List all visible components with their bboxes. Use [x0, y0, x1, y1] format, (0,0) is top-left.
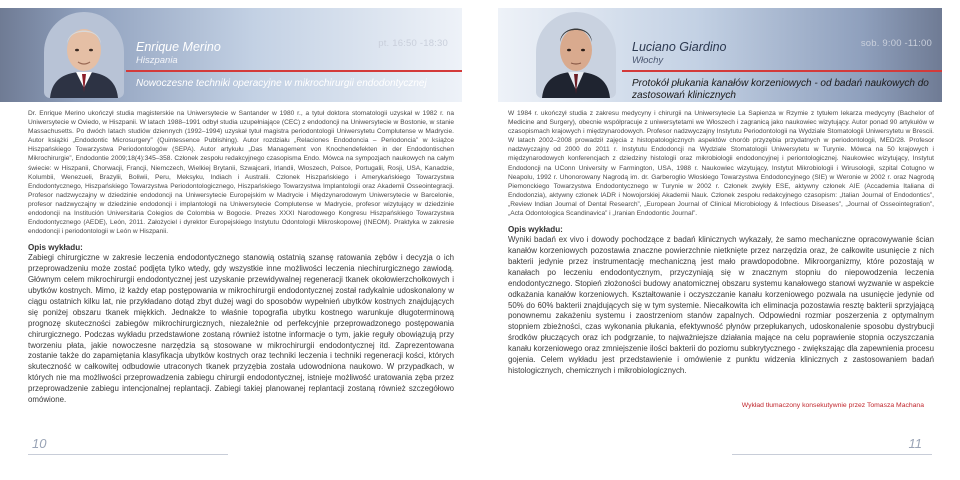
- speaker-name: Enrique Merino: [136, 40, 221, 54]
- portrait-image: [44, 12, 124, 98]
- session-time: pt. 16:50 -18:30: [378, 38, 448, 49]
- page-number: 10: [32, 436, 47, 451]
- abstract-heading: Opis wykładu:: [508, 225, 563, 235]
- title-divider: [622, 70, 942, 72]
- right-speaker-banner: [498, 8, 942, 102]
- right-page: [480, 0, 960, 480]
- left-speaker-banner: [0, 8, 462, 102]
- speaker-photo-merino: [44, 12, 124, 98]
- footer-divider: [732, 454, 932, 455]
- talk-title: Protokół płukania kanałów korzeniowych - od badań naukowych do zastosowań klinicznych: [632, 78, 929, 101]
- speaker-bio: W 1984 r. ukończył studia z zakresu medycyny i chirurgii na Uniwersytecie La Sapienza w Rzymie z tytułem lekarza medycyny (Bachelor of Medicine and Surgery), obecnie współpracuje z uniwersytetami we Włoszech i zagranicą jako naukowiec wizytujący. Autor ponad 90 artykułów w czasopismach krajowych i międzynarodowych. Profesor nadzwyczajny Instytutu Periodontologii na Wydziale Stomatologii Uniwersytetu w Brescii. W latach 2002–2008 prowadził zajęcia z histopatologicznych aspektów chorób przyzębia przydatnych w periodontologii, MED/28. Profesor nadzwyczajny od 2000 do 2011 r. Instytutu Endodoncji na Wydziale Stomatologii Uniwersytetu w Turynie. Mówca na 50 krajowych i międzynarodowych konferencjach z dziedziny histologii oraz mikrobiologii endodoncyjnej i periontologicznej. Naukowiec wizytujący, Instytut Endodoncji na UConn University w Farmington, USA, 1988 r. Naukowiec wizytujący, Instytut Mikrobiologii i Wirusologii, szpital Cotugno w Neapolu, 1992 r. Uhonorowany Nagrodą im. dr. Garberoglio Włoskiego Towarzystwa Endodoncyjnego (SIE) w Weronie w 2002 r. oraz Nagrodą Piemonckiego Towarzystwa Endodontycznego w Turynie w 2002 r. Członek zwykły ESE, aktywny członek AIE (Accademia Italiana di Endodonzia), aktywny członek IADR i Nowojorskiej Akademii Nauk. Członek zespołu redakcyjnego czasopism: „Italian Journal of Endodontics”, „Review Indian Journal of Dental Research”, „European Journal of Clinical Microbiology & Infectious Diseases”, „Journal of Osseointegration”, „Acta Odontologica Scandinavica” i „Iranian Endodontic Journal”.: [508, 110, 934, 218]
- talk-title: Nowoczesne techniki operacyjne w mikrochirurgii endodontycznej: [136, 78, 427, 89]
- page-number: 11: [908, 436, 922, 451]
- abstract-text: Wyniki badań ex vivo i dowody pochodzące z badań klinicznych wykazały, że samo mechaniczne opracowywanie ścian kanałów korzeniowych pozostawia znaczne powierzchnie nietknięte przez narzędzia oraz, że całkowite usunięcie z nich bakterii jedynie przez instrumentację mechaniczną jest mało prawdopodobne. Mikroorganizmy, które pozostają w kanałach po leczeniu endodontycznym, przyczyniają się w znacznym stopniu do niepowodzenia leczenia endodontycznego. Stopień złożoności budowy anatomicznej obszaru systemu kanałowego stanowi wyzwanie w aspekcie odkażania kanałów korzeniowych. Kształtowanie i oczyszczanie kanału korzeniowego pozwala na usunięcie jedynie od 50% do 60% bakterii znajdujących się w tym systemie. Niecałkowita ich eliminacja pozostawia resztę bakterii sprzyjającą ponownemu zakażeniu systemu i zaostrzeniom stanów zapalnych. Odpowiedni rozmiar poszerzenia z optymalnym stopniem zbieżności, czas wykonania płukania, efektywność płynów przepłukanych, udoskonalenie sposobu dystrybucji środków płuczących oraz ich podgrzanie, to najważniejsze działania mające na celu poprawienie stopnia oczyszczania kanału korzeniowego oraz zmniejszenie ilości bakterii do poziomu subkrytycznego - zwiększając dla zapewnienia procesu gojenia. Celem wykładu jest przedstawienie i omówienie z punktu widzenia klinicznych z zastosowaniem badań histologicznych, chemicznych i mikrobiologicznych.: [508, 235, 934, 375]
- speaker-photo-giardino: [536, 12, 616, 98]
- speaker-country: Włochy: [632, 55, 664, 66]
- translator-note: Wykład tłumaczony konsekutywnie przez Tomasza Machana: [741, 402, 924, 409]
- speaker-bio: Dr. Enrique Merino ukończył studia magisterskie na Uniwersytecie w Santander w 1980 r., a tytuł doktora stomatologii uzyskał w 1982 r. na Uniwersytecie w Oviedo, w Hiszpanii. W latach 1988–1991 odbył studia uzupełniające (CEC) z endodoncji na Uniwersytecie w Bostonie, w stanie Massachusetts. Po dwóch latach studiów dziennych (1992–1994) uzyskał tytuł magistra periodontologii Uniwersytetu Complutense w Madrycie. Autor książki „Endodontic Microsurgery” (Quintessence Publishing). Autor rozdziału „Relaciones Endodoncia – Periodoncia” w książce Hiszpańskiego Towarzystwa Periodontologów (SEPA). Autor artykułu „Das Management von Knochendefekten in der Endodontischen Mikrochirurgie”, Endodontie 2009;18(4):345–358. Członek zespołu redakcyjnego czasopisma Endo. Mówca na sympozjach naukowych na całym świecie: w Hiszpanii, Chorwacji, Francji, Niemczech, Wielkiej Brytanii, Szwajcarii, Irlandii, Włoszech, Polsce, Portugalii, Rosji, USA, Kanadzie, Kolumbii, Wenezueli, Brazylii, Boliwii, Peru, Meksyku, Indiach i Australii. Członek Hiszpańskiego i Amerykańskiego Towarzystwa Endodontycznego, Hiszpańskiego Towarzystwa Periodontologicznego, Hiszpańskiego Towarzystwa Implantologii oraz Akademii Osseointegracji. Profesor nadzwyczajny w dziedzinie endodoncji na Uniwersytecie Europejskim w Madrycie i Międzynarodowym Uniwersytecie w Barcelonie, profesor nadzwyczajny w dziedzinie endodoncji i implantologii na Uniwersytecie Complutense w Madrycie, profesor wizytujący w dziedzinie endodoncji na Institución Universitaria Colegios de Colombia w Bogocie. Prezes XXXI Narodowego Kongresu Hiszpańskiego Towarzystwa Endodontycznego (AEDE), León, 2011. Założyciel i dyrektor Europejskiego Instytutu Odontologii Mikroskopowej (INEOM). Praktyka w zakresie endodoncji i periodontologii w León w Hiszpanii.: [28, 110, 454, 236]
- abstract-text: Zabiegi chirurgiczne w zakresie leczenia endodontycznego stanowią ostatnią szansę ratowania zębów i decyzja o ich przeprowadzeniu może zostać podjęta tylko wtedy, gdy wszystkie inne możliwości leczenia niechirurgicznego zawiodą. Głównym celem mikrochirurgii endodontycznej jest uzyskanie przewidywalnej regeneracji tkanek okołowierzchołkowych i ubytków kostnych. Mimo, iż każdy etap postępowania w mikrochirurgii endodontycznej został radykalnie udoskonalony w ciągu ostatnich kilku lat, nie przykładano dotąd zbyt dużej wagi do sposobów wypełnień ubytków kostnych znajdujących się poniżej obszaru tkanek miękkich. Jednakże to właśnie topografia ubytku kostnego warunkuje długoterminową prognozę skuteczności zabiegów mikrochirurgicznych, niezależnie od perfekcyjnie przeprowadzonego postępowania chirurgicznego. Podczas wykładu przedstawione zostaną również istotne informacje o tym, jakie reguły obowiązują przy tworzeniu płata, jakie nowoczesne narzędzia są stosowane w mikrochirurgii endodontycznej itd. Zaprezentowana zostanie także do zapamiętania klasyfikacja ubytków kostnych oraz techniki leczenia i techniki regeneracji kości, których skuteczność w całkowitej odbudowie utraconych tkanek przyzębia została udowodniona naukowo. W przypadkach, w których nie ma możliwości przeprowadzenia zabiegu chirurgii endodontycznej, istnieje możliwość uratowania zęba przez przeprowadzenie zabiegu intencjonalnej replantacji. Zabiegi takiej planowanej replantacji zostaną również szczegółowo omówione.: [28, 253, 454, 405]
- speaker-country: Hiszpania: [136, 55, 178, 66]
- abstract-heading: Opis wykładu:: [28, 243, 83, 253]
- right-body: [508, 109, 934, 377]
- title-divider: [126, 70, 462, 72]
- session-time: sob. 9:00 -11:00: [860, 38, 932, 49]
- speaker-name: Luciano Giardino: [632, 40, 727, 54]
- portrait-image: [536, 12, 616, 98]
- left-body: [28, 109, 454, 406]
- footer-divider: [28, 454, 228, 455]
